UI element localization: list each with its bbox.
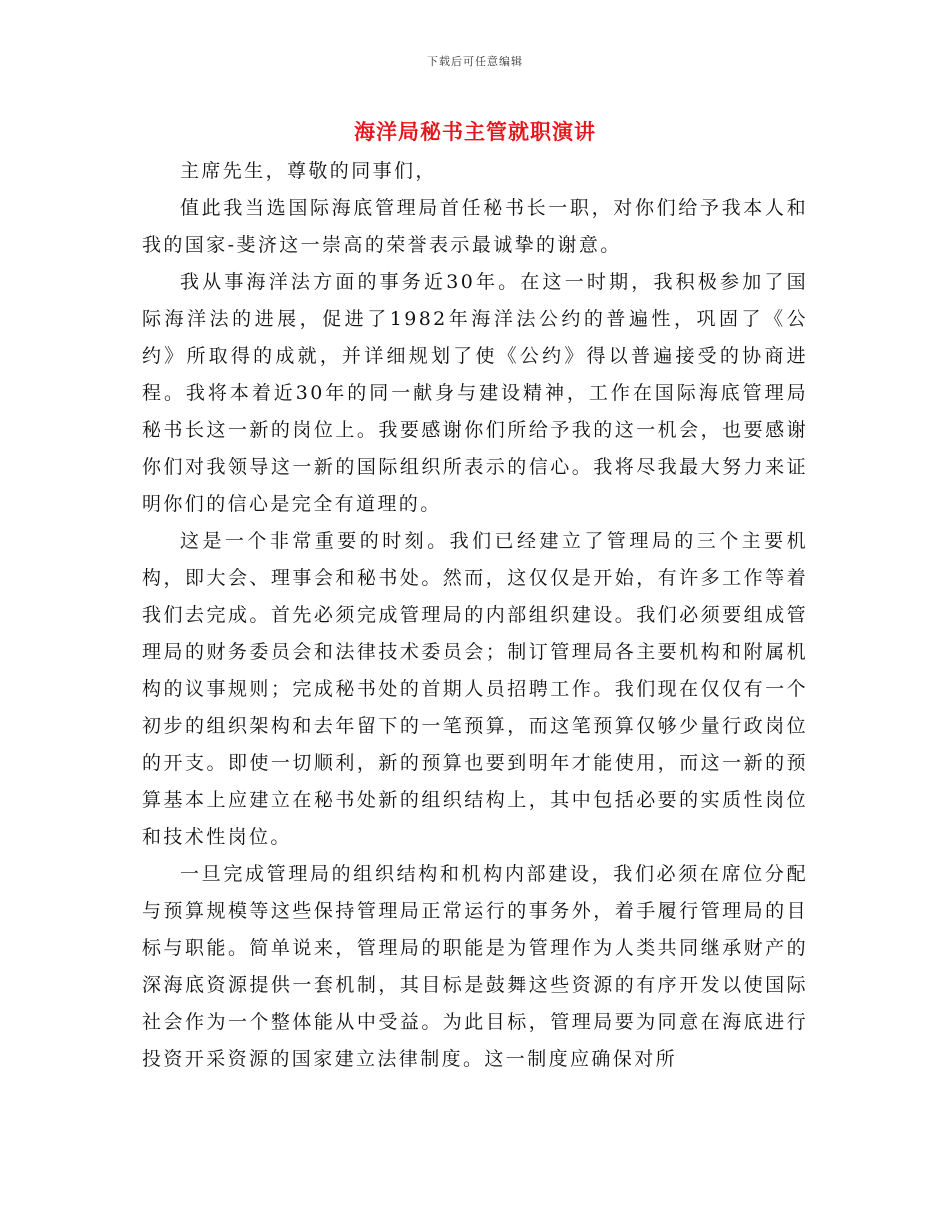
header-note: 下载后可任意编辑: [427, 55, 523, 68]
paragraph: 这是一个非常重要的时刻。我们已经建立了管理局的三个主要机构，即大会、理事会和秘书处。然而，这仅仅是开始，有许多工作等着我们去完成。首先必须完成管理局的内部组织建设。我们必须要组成管理局的财务委员会和法律技术委员会；制订管理局各主要机构和附属机构的议事规则；完成秘书处的首期人员招聘工作。我们现在仅仅有一个初步的组织架构和去年留下的一笔预算，而这笔预算仅够少量行政岗位的开支。即使一切顺利，新的预算也要到明年才能使用，而这一新的预算基本上应建立在秘书处新的组织结构上，其中包括必要的实质性岗位和技术性岗位。: [142, 530, 808, 848]
paragraph-salutation: 主席先生，尊敬的同事们，: [180, 160, 437, 182]
paragraph: 值此我当选国际海底管理局首任秘书长一职，对你们给予我本人和我的国家-斐济这一崇高的荣誉表示最诚挚的谢意。: [142, 197, 808, 256]
document-body: [142, 153, 808, 1078]
paragraph: 一旦完成管理局的组织结构和机构内部建设，我们必须在席位分配与预算规模等这些保持管理局正常运行的事务外，着手履行管理局的目标与职能。简单说来，管理局的职能是为管理作为人类共同继承财产的深海底资源提供一套机制，其目标是鼓舞这些资源的有序开发以使国际社会作为一个整体能从中受益。为此目标，管理局要为同意在海底进行投资开采资源的国家建立法律制度。这一制度应确保对所: [142, 863, 808, 1070]
document-title: 海洋局秘书主管就职演讲: [354, 119, 596, 144]
paragraph: 我从事海洋法方面的事务近30年。在这一时期，我积极参加了国际海洋法的进展，促进了1982年海洋法公约的普遍性，巩固了《公约》所取得的成就，并详细规划了使《公约》得以普遍接受的协商进程。我将本着近30年的同一献身与建设精神，工作在国际海底管理局秘书长这一新的岗位上。我要感谢你们所给予我的这一机会，也要感谢你们对我领导这一新的国际组织所表示的信心。我将尽我最大努力来证明你们的信心是完全有道理的。: [142, 271, 808, 515]
